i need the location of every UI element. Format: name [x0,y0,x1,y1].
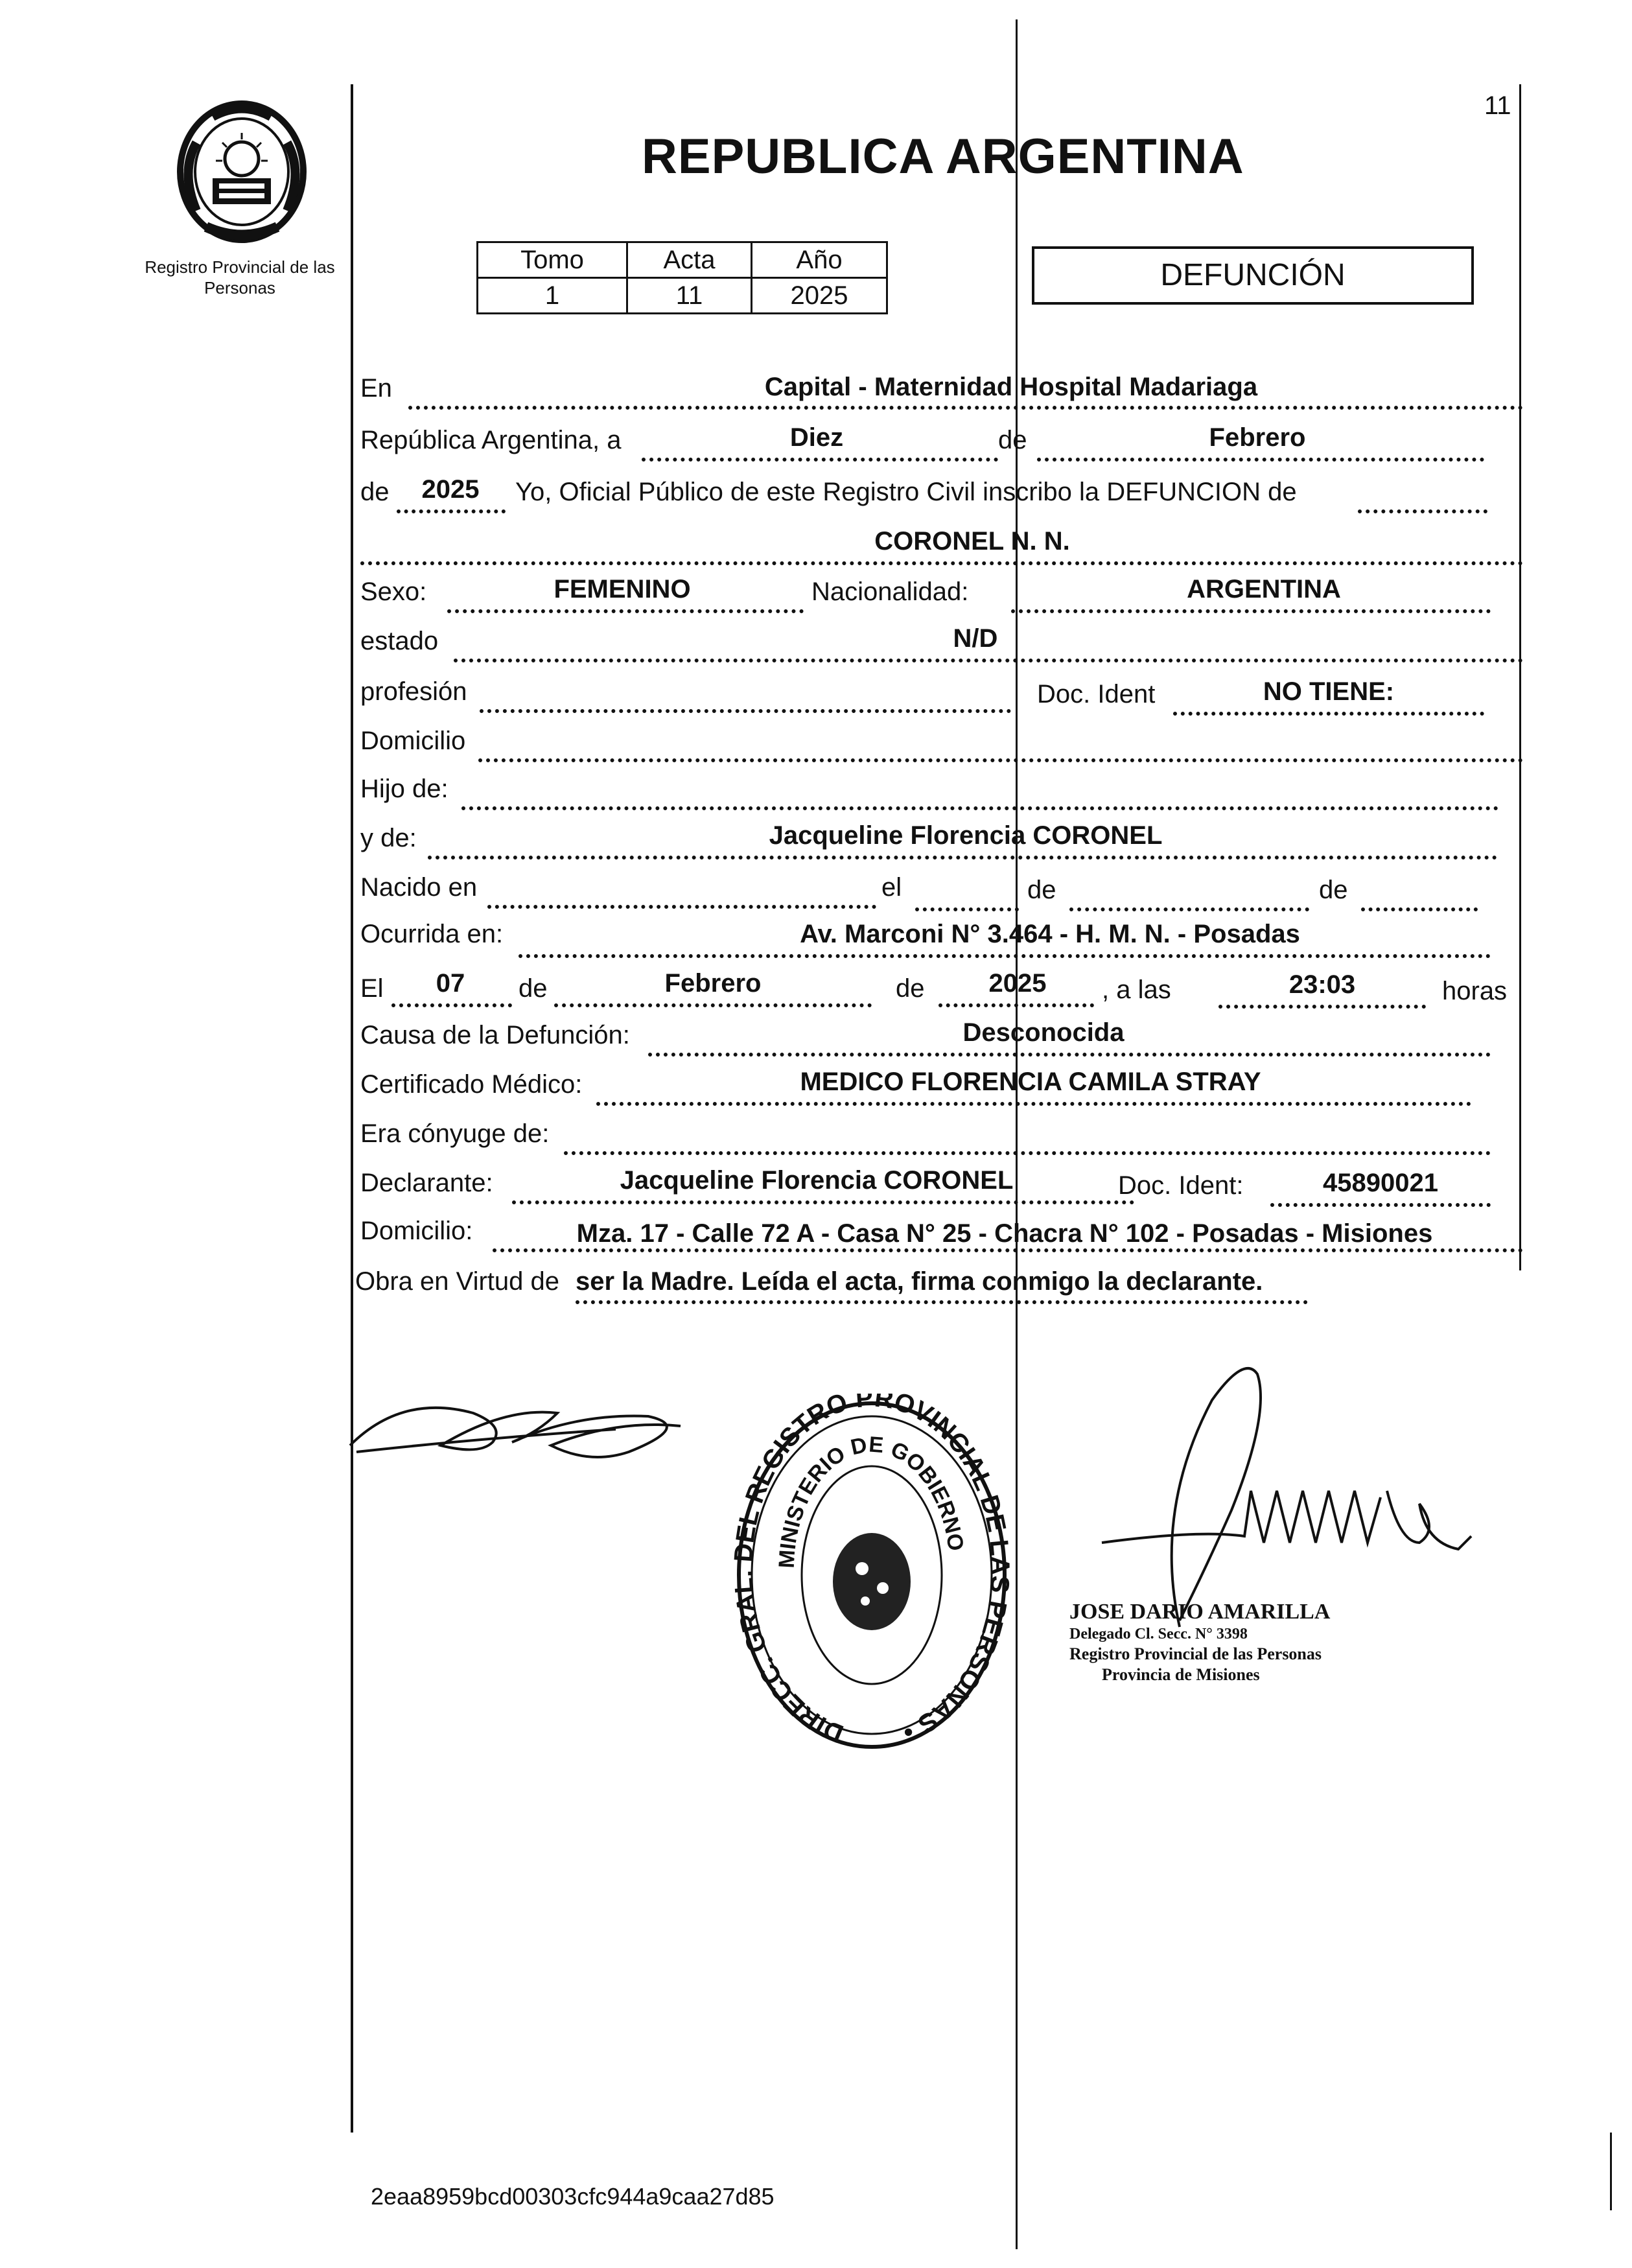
meta-header-tomo: Tomo [478,242,627,278]
table-row [478,278,887,314]
y-de-line [428,856,1497,859]
doc-ident-line [1173,712,1484,716]
hijo-line [461,806,1498,810]
el-line [915,907,1019,911]
profesion-label: profesión [360,677,467,706]
official-stamp [1069,1600,1330,1685]
anio-def-line [938,1003,1094,1007]
dia-line [642,458,998,462]
hora-value: 23:03 [1288,970,1356,999]
nacionalidad-label: Nacionalidad: [811,578,969,606]
doc-ident-label: Doc. Ident [1037,680,1156,708]
nacido-mes-line [1069,907,1309,911]
en-label: En [360,374,392,403]
meta-value-acta: 11 [627,278,752,314]
mes-line [1037,458,1484,462]
profesion-line [480,709,1011,713]
official-name: JOSE DARIO AMARILLA [1069,1600,1331,1624]
nombre-line [360,561,1523,565]
fecha-prefix: República Argentina, a [360,426,622,454]
doc-ident-value: NO TIENE: [1263,677,1395,706]
sexo-line [447,609,804,613]
meta-value-anio: 2025 [752,278,887,314]
causa-label: Causa de la Defunción: [360,1021,630,1049]
hora-line [1218,1005,1426,1009]
domicilio-line [478,758,1523,762]
meta-header-anio: Año [752,242,887,278]
domicilio2-label: Domicilio: [360,1217,473,1245]
conyuge-label: Era cónyuge de: [360,1119,550,1148]
declarant-signature [344,1381,706,1484]
dia-def-value: 07 [436,969,465,998]
inscribe-text: Yo, Oficial Público de este Registro Civil inscribo la DEFUNCION de [515,478,1297,506]
nacionalidad-value: ARGENTINA [1187,575,1341,603]
right-margin-line [1519,84,1521,1270]
svg-text:DIRECC. GRAL. DEL REGISTRO PRO: DIRECC. GRA EL REGISTRO PROVINCIAL DE L PERSONAS • [732,1394,1011,1748]
deceased-name: CORONEL N. N. [874,527,1070,555]
meta-header-acta: Acta [627,242,752,278]
estado-label: estado [360,627,439,655]
mes-def-value: Febrero [664,969,762,998]
de-label: de [519,974,548,1003]
left-margin-line [351,84,353,2133]
domicilio2-value: Mza. 17 - Calle 72 A - Casa N° 25 - Chacra N° 102 - Posadas - Misiones [576,1219,1433,1248]
doc-ident2-label: Doc. Ident: [1118,1171,1244,1200]
inscribe-line [1358,509,1487,513]
ocurrida-value: Av. Marconi N° 3.464 - H. M. N. - Posadas [800,920,1300,948]
doc-ident2-value: 45890021 [1323,1169,1438,1197]
corner-mark [1610,2133,1612,2210]
el-label: el [881,873,902,902]
official-registry: Registro Provincial de las Personas [1069,1644,1322,1663]
official-title: Delegado Cl. Secc. N° 3398 [1069,1626,1248,1643]
official-seal [732,1394,1011,1757]
nacido-line [487,905,876,909]
table-row [478,242,887,278]
anio-def-value: 2025 [988,969,1047,998]
obra-label: Obra en Virtud de [355,1267,560,1296]
certificado-label: Certificado Médico: [360,1070,583,1099]
de-label: de [998,426,1027,454]
center-fold-line [1016,19,1018,2249]
conyuge-line [564,1151,1491,1155]
meta-value-tomo: 1 [478,278,627,314]
sexo-value: FEMENINO [554,575,691,603]
certificado-line [596,1102,1471,1106]
province-emblem [167,97,316,246]
horas-label: horas [1442,977,1508,1005]
registry-name: Registro Provincial de las Personas [145,257,335,298]
mes-def-line [554,1003,872,1007]
mes-value: Febrero [1209,423,1306,452]
y-de-value: Jacqueline Florencia CORONEL [769,821,1163,850]
declarante-label: Declarante: [360,1169,493,1197]
official-signature [1037,1348,1491,1633]
declarante-value: Jacqueline Florencia CORONEL [620,1166,1014,1195]
sexo-label: Sexo: [360,578,427,606]
obra-line [576,1300,1308,1304]
nacido-label: Nacido en [360,873,478,902]
El-label: El [360,974,384,1003]
anio-line [397,509,506,513]
ocurrida-label: Ocurrida en: [360,920,504,948]
declarante-line [512,1200,1134,1204]
dia-value: Diez [789,423,844,452]
de-label: de [1319,876,1348,904]
svg-text:MINISTERIO DE GOBIERNO: MINISTERIO DE GOBIERNO [774,1432,968,1569]
causa-line [648,1053,1491,1057]
dia-def-line [391,1003,512,1007]
nacido-anio-line [1361,907,1478,911]
certificado-value: MEDICO FLORENCIA CAMILA STRAY [800,1068,1261,1096]
causa-value: Desconocida [962,1018,1125,1047]
official-province: Provincia de Misiones [1102,1665,1260,1684]
record-type-box: DEFUNCIÓN [1032,246,1474,305]
anio-value: 2025 [421,475,480,504]
doc-ident2-line [1270,1203,1491,1207]
estado-value: N/D [953,624,998,653]
ocurrida-line [519,954,1491,958]
en-value: Capital - Maternidad Hospital Madariaga [764,373,1258,401]
a-las-label: , a las [1102,976,1171,1004]
nacionalidad-line [1011,609,1491,613]
en-line [408,406,1523,410]
de-label: de [896,974,925,1003]
estado-line [454,659,1523,662]
domicilio2-line [493,1248,1523,1252]
de-label: de [360,478,390,506]
page-number: 11 [1484,91,1511,120]
page-title: REPUBLICA ARGENTINA [642,129,1244,184]
obra-value: ser la Madre. Leída el acta, firma conmigo la declarante. [576,1267,1263,1296]
de-label: de [1027,876,1056,904]
hijo-label: Hijo de: [360,775,449,803]
document-hash: 2eaa8959bcd00303cfc944a9caa27d85 [371,2183,775,2210]
record-meta-table [476,241,888,314]
y-de-label: y de: [360,824,417,852]
domicilio-label: Domicilio [360,727,466,755]
